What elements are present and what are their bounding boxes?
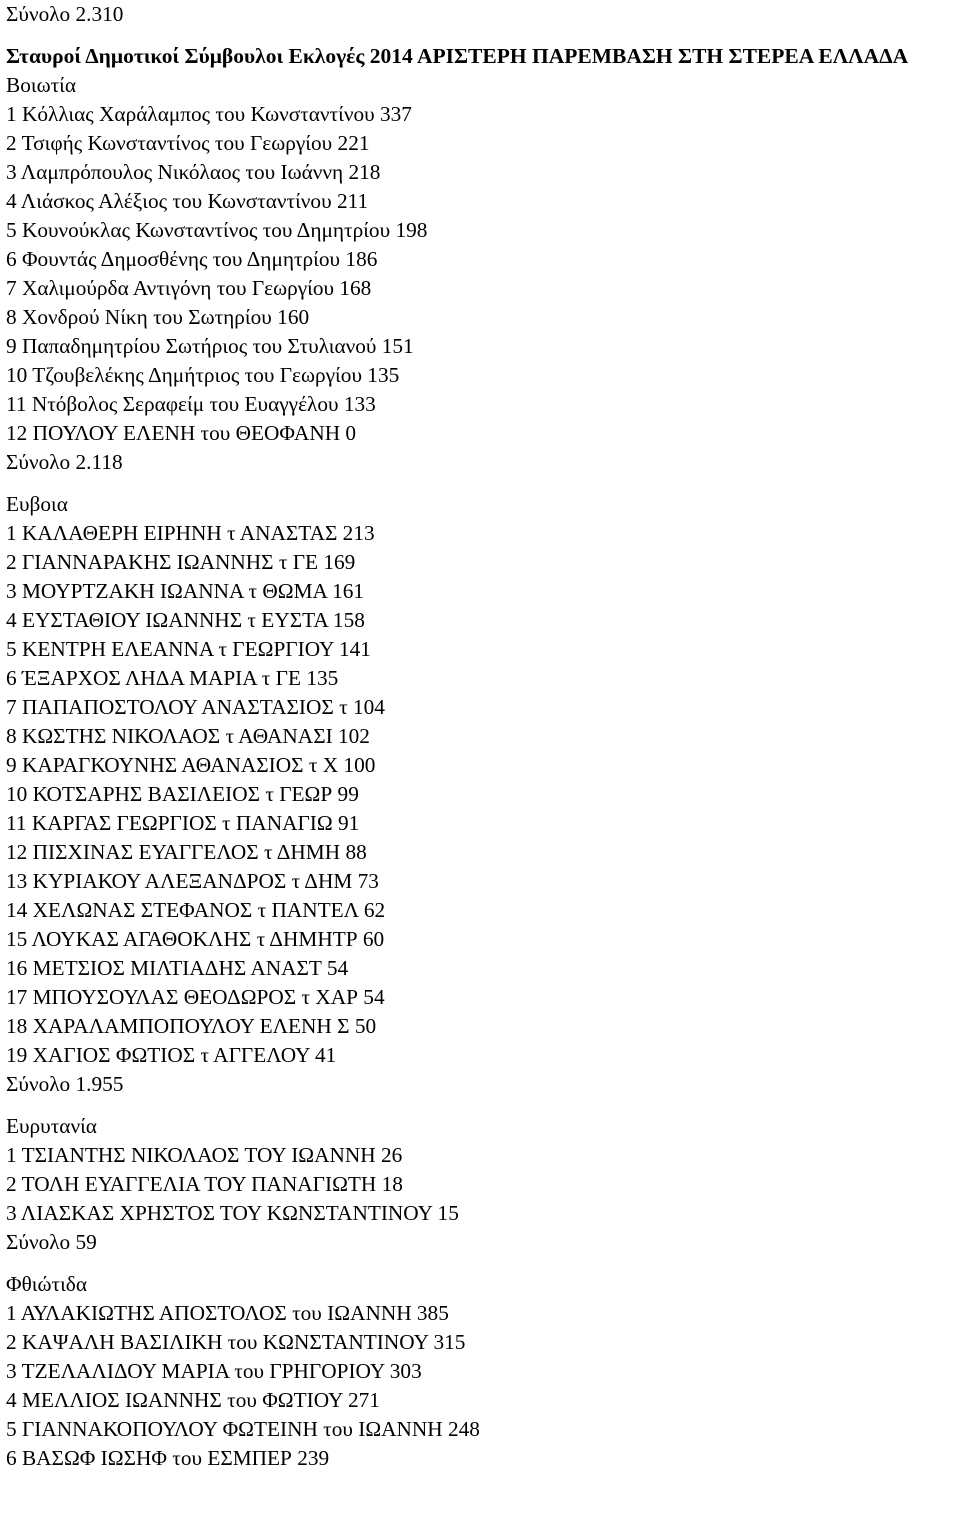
section-total: Σύνολο 2.118 — [6, 450, 123, 474]
candidate-row: 1 ΑΥΛΑΚΙΩΤΗΣ ΑΠΟΣΤΟΛΟΣ του ΙΩΑΝΝΗ 385 — [6, 1301, 449, 1325]
candidate-row: 6 ΒΑΣΩΦ ΙΩΣΗΦ του ΕΣΜΠΕΡ 239 — [6, 1446, 330, 1470]
candidate-row: 11 Ντόβολος Σεραφείμ του Ευαγγέλου 133 — [6, 392, 376, 416]
candidate-row: 9 ΚΑΡΑΓΚΟΥΝΗΣ ΑΘΑΝΑΣΙΟΣ τ Χ 100 — [6, 753, 376, 777]
candidate-row: 7 ΠΑΠΑΠΟΣΤΟΛΟΥ ΑΝΑΣΤΑΣΙΟΣ τ 104 — [6, 695, 385, 719]
section-heading: Ευρυτανία — [6, 1114, 97, 1138]
candidate-row: 14 ΧΕΛΩΝΑΣ ΣΤΕΦΑΝΟΣ τ ΠΑΝΤΕΛ 62 — [6, 898, 386, 922]
section-heading: Φθιώτιδα — [6, 1272, 87, 1296]
candidate-row: 15 ΛΟΥΚΑΣ ΑΓΑΘΟΚΛΗΣ τ ΔΗΜΗΤΡ 60 — [6, 927, 385, 951]
section — [6, 71, 954, 490]
candidate-row: 10 ΚΟΤΣΑΡΗΣ ΒΑΣΙΛΕΙΟΣ τ ΓΕΩΡ 99 — [6, 782, 359, 806]
candidate-row: 8 ΚΩΣΤΗΣ ΝΙΚΟΛΑΟΣ τ ΑΘΑΝΑΣΙ 102 — [6, 724, 370, 748]
candidate-row: 8 Χονδρού Νίκη του Σωτηρίου 160 — [6, 305, 310, 329]
candidate-row: 4 ΜΕΛΛΙΟΣ ΙΩΑΝΝΗΣ του ΦΩΤΙΟΥ 271 — [6, 1388, 380, 1412]
candidate-row: 2 ΤΟΛΗ ΕΥΑΓΓΕΛΙΑ ΤΟΥ ΠΑΝΑΓΙΩΤΗ 18 — [6, 1172, 403, 1196]
candidate-row: 16 ΜΕΤΣΙΟΣ ΜΙΛΤΙΑΔΗΣ ΑΝΑΣΤ 54 — [6, 956, 349, 980]
candidate-row: 2 ΚΑΨΑΛΗ ΒΑΣΙΛΙΚΗ του ΚΩΝΣΤΑΝΤΙΝΟΥ 315 — [6, 1330, 466, 1354]
candidate-row: 10 Τζουβελέκης Δημήτριος του Γεωργίου 135 — [6, 363, 400, 387]
section-total: Σύνολο 1.955 — [6, 1072, 124, 1096]
section-heading: Ευβοια — [6, 492, 68, 516]
candidate-row: 13 ΚΥΡΙΑΚΟΥ ΑΛΕΞΑΝΔΡΟΣ τ ΔΗΜ 73 — [6, 869, 379, 893]
section — [6, 1270, 954, 1473]
candidate-row: 2 Τσιφής Κωνσταντίνος του Γεωργίου 221 — [6, 131, 370, 155]
previous-total: Σύνολο 2.310 — [6, 2, 124, 26]
candidate-row: 2 ΓΙΑΝΝΑΡΑΚΗΣ ΙΩΑΝΝΗΣ τ ΓΕ 169 — [6, 550, 356, 574]
candidate-row: 12 ΠΟΥΛΟΥ ΕΛΕΝΗ του ΘΕΟΦΑΝΗ 0 — [6, 421, 357, 445]
candidate-row: 1 ΚΑΛΑΘΕΡΗ ΕΙΡΗΝΗ τ ΑΝΑΣΤΑΣ 213 — [6, 521, 375, 545]
candidate-row: 1 Κόλλιας Χαράλαμπος του Κωνσταντίνου 337 — [6, 102, 412, 126]
candidate-row: 6 Φουντάς Δημοσθένης του Δημητρίου 186 — [6, 247, 378, 271]
candidate-row: 9 Παπαδημητρίου Σωτήριος του Στυλιανού 151 — [6, 334, 414, 358]
section — [6, 490, 954, 1112]
section-heading: Βοιωτία — [6, 73, 77, 97]
candidate-row: 5 Κουνούκλας Κωνσταντίνος του Δημητρίου 198 — [6, 218, 428, 242]
candidate-row: 19 ΧΑΓΙΟΣ ΦΩΤΙΟΣ τ ΑΓΓΕΛΟΥ 41 — [6, 1043, 337, 1067]
candidate-row: 5 ΓΙΑΝΝΑΚΟΠΟΥΛΟΥ ΦΩΤΕΙΝΗ του ΙΩΑΝΝΗ 248 — [6, 1417, 480, 1441]
candidate-row: 3 ΜΟΥΡΤΖΑΚΗ ΙΩΑΝΝΑ τ ΘΩΜΑ 161 — [6, 579, 365, 603]
document-title: Σταυροί Δημοτικοί Σύμβουλοι Εκλογές 2014 ΑΡΙΣΤΕΡΗ ΠΑΡΕΜΒΑΣΗ ΣΤΗ ΣΤΕΡΕΑ ΕΛΛΑΔΑ — [6, 44, 909, 68]
section — [6, 1112, 954, 1270]
candidate-row: 1 ΤΣΙΑΝΤΗΣ ΝΙΚΟΛΑΟΣ ΤΟΥ ΙΩΑΝΝΗ 26 — [6, 1143, 403, 1167]
candidate-row: 6 ΈΞΑΡΧΟΣ ΛΗΔΑ ΜΑΡΙΑ τ ΓΕ 135 — [6, 666, 339, 690]
candidate-row: 12 ΠΙΣΧΙΝΑΣ ΕΥΑΓΓΕΛΟΣ τ ΔΗΜΗ 88 — [6, 840, 367, 864]
candidate-row: 4 ΕΥΣΤΑΘΙΟΥ ΙΩΑΝΝΗΣ τ ΕΥΣΤΑ 158 — [6, 608, 365, 632]
candidate-row: 4 Λιάσκος Αλέξιος του Κωνσταντίνου 211 — [6, 189, 369, 213]
candidate-row: 3 Λαμπρόπουλος Νικόλαος του Ιωάννη 218 — [6, 160, 381, 184]
candidate-row: 3 ΤΖΕΛΑΛΙΔΟΥ ΜΑΡΙΑ του ΓΡΗΓΟΡΙΟΥ 303 — [6, 1359, 422, 1383]
candidate-row: 5 ΚΕΝΤΡΗ ΕΛΕΑΝΝΑ τ ΓΕΩΡΓΙΟΥ 141 — [6, 637, 371, 661]
candidate-row: 7 Χαλιμούρδα Αντιγόνη του Γεωργίου 168 — [6, 276, 372, 300]
sections-container — [6, 71, 954, 1473]
candidate-row: 3 ΛΙΑΣΚΑΣ ΧΡΗΣΤΟΣ ΤΟΥ ΚΩΝΣΤΑΝΤΙΝΟΥ 15 — [6, 1201, 459, 1225]
candidate-row: 18 ΧΑΡΑΛΑΜΠΟΠΟΥΛΟΥ ΕΛΕΝΗ Σ 50 — [6, 1014, 377, 1038]
candidate-row: 11 ΚΑΡΓΑΣ ΓΕΩΡΓΙΟΣ τ ΠΑΝΑΓΙΩ 91 — [6, 811, 360, 835]
section-total: Σύνολο 59 — [6, 1230, 97, 1254]
candidate-row: 17 ΜΠΟΥΣΟΥΛΑΣ ΘΕΟΔΩΡΟΣ τ ΧΑΡ 54 — [6, 985, 385, 1009]
